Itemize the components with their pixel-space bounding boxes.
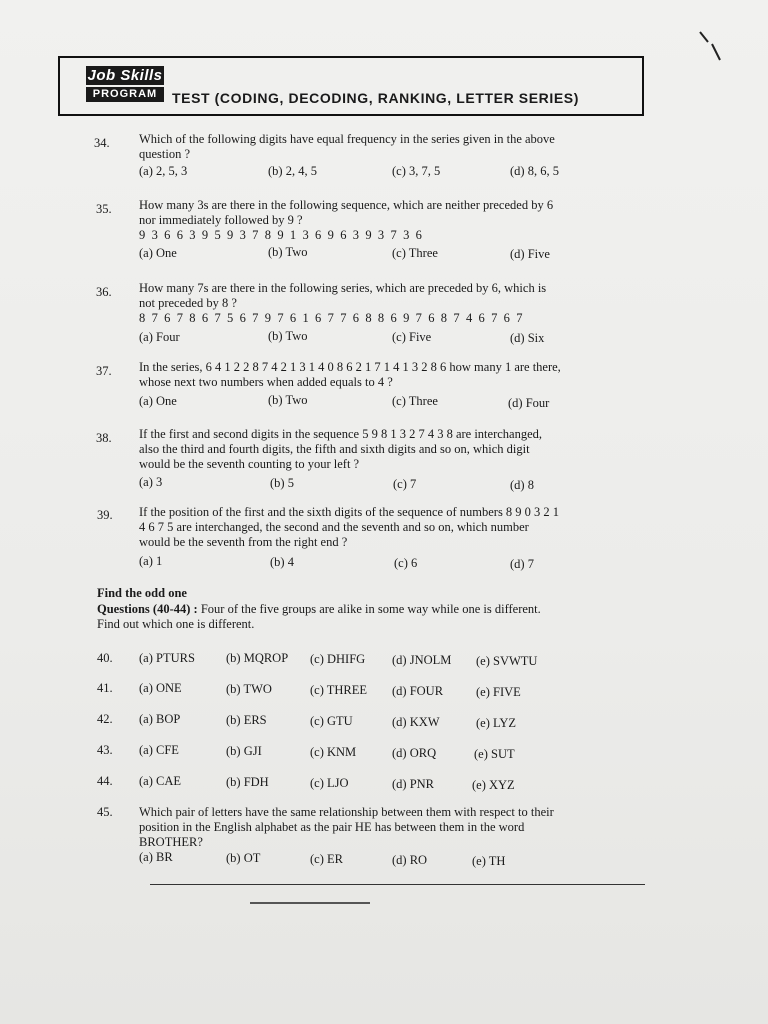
option: (c) LJO bbox=[310, 776, 349, 790]
option: (a) PTURS bbox=[139, 651, 195, 665]
option: (a) Four bbox=[139, 330, 180, 344]
option: (c) Three bbox=[392, 246, 438, 260]
instructions-label: Questions (40-44) : bbox=[97, 602, 198, 616]
option: (c) KNM bbox=[310, 745, 357, 759]
option: (a) 1 bbox=[139, 554, 163, 568]
option: (b) 4 bbox=[270, 555, 294, 569]
option: (a) CAE bbox=[139, 774, 181, 788]
question-line: would be the seventh from the right end ? bbox=[139, 535, 348, 549]
question-line: If the first and second digits in the sequence 5 9 8 1 3 2 7 4 3 8 are interchanged, bbox=[139, 427, 543, 441]
question-text bbox=[139, 281, 619, 326]
option: (d) RO bbox=[392, 853, 428, 867]
logo-line2: PROGRAM bbox=[86, 87, 164, 102]
question-text bbox=[139, 427, 624, 472]
question-line: question ? bbox=[139, 147, 191, 161]
option: (a) BOP bbox=[139, 712, 181, 726]
option: (b) FDH bbox=[226, 775, 269, 789]
question-number: 36. bbox=[96, 285, 112, 299]
section-title: Find the odd one bbox=[97, 586, 187, 600]
question-line: How many 3s are there in the following sequence, which are neither preceded by 6 bbox=[139, 198, 554, 212]
option: (d) Six bbox=[510, 331, 545, 345]
option: (a) One bbox=[139, 394, 177, 408]
option: (d) 7 bbox=[510, 557, 534, 571]
option: (c) 6 bbox=[394, 556, 418, 570]
question-line: nor immediately followed by 9 ? bbox=[139, 213, 303, 227]
pen-mark bbox=[698, 30, 728, 66]
option: (c) THREE bbox=[310, 683, 368, 697]
question-text bbox=[139, 198, 619, 243]
option: (d) PNR bbox=[392, 777, 435, 791]
question-line: How many 7s are there in the following series, which are preceded by 6, which is bbox=[139, 281, 547, 295]
option: (b) ERS bbox=[226, 713, 267, 727]
option: (e) TH bbox=[472, 854, 506, 868]
question-text bbox=[139, 505, 624, 550]
question-line: BROTHER? bbox=[139, 835, 203, 849]
question-number: 37. bbox=[96, 364, 112, 378]
question-number: 40. bbox=[97, 651, 113, 665]
question-line: Which of the following digits have equal frequency in the series given in the above bbox=[139, 132, 555, 146]
option: (c) 3, 7, 5 bbox=[392, 164, 441, 178]
option: (c) Three bbox=[392, 394, 438, 408]
question-number: 34. bbox=[94, 136, 110, 150]
option: (b) OT bbox=[226, 851, 261, 865]
question-line: would be the seventh counting to your left ? bbox=[139, 457, 360, 471]
question-number: 35. bbox=[96, 202, 112, 216]
question-text bbox=[139, 805, 624, 850]
option: (c) ER bbox=[310, 852, 343, 866]
question-number: 43. bbox=[97, 743, 113, 757]
option: (a) ONE bbox=[139, 681, 182, 695]
option: (b) GJI bbox=[226, 744, 262, 758]
option: (c) Five bbox=[392, 330, 432, 344]
option: (a) CFE bbox=[139, 743, 179, 757]
footer-rule bbox=[150, 884, 645, 885]
option: (d) ORQ bbox=[392, 746, 437, 760]
option: (b) MQROP bbox=[226, 651, 289, 665]
question-number: 42. bbox=[97, 712, 113, 726]
question-number: 41. bbox=[97, 681, 113, 695]
option: (c) DHIFG bbox=[310, 652, 366, 666]
question-number: 45. bbox=[97, 805, 113, 819]
question-number: 38. bbox=[96, 431, 112, 445]
page-title: TEST (CODING, DECODING, RANKING, LETTER SERIES) bbox=[172, 90, 579, 106]
option: (e) XYZ bbox=[472, 778, 515, 792]
question-number: 44. bbox=[97, 774, 113, 788]
option: (e) SUT bbox=[474, 747, 515, 761]
logo-line1: Job Skills bbox=[87, 67, 163, 84]
job-skills-logo bbox=[86, 66, 166, 106]
option: (b) Two bbox=[268, 393, 308, 407]
question-number: 39. bbox=[97, 508, 113, 522]
option: (d) JNOLM bbox=[392, 653, 452, 667]
option: (a) One bbox=[139, 246, 177, 260]
question-line: Which pair of letters have the same relationship between them with respect to their bbox=[139, 805, 554, 819]
question-line: whose next two numbers when added equals to 4 ? bbox=[139, 375, 393, 389]
question-text bbox=[139, 132, 619, 162]
option: (d) 8 bbox=[510, 478, 534, 492]
option: (a) 3 bbox=[139, 475, 163, 489]
option: (b) 5 bbox=[270, 476, 294, 490]
option: (b) Two bbox=[268, 245, 308, 259]
option: (c) GTU bbox=[310, 714, 353, 728]
option: (a) BR bbox=[139, 850, 173, 864]
question-line: 4 6 7 5 are interchanged, the second and the seventh and so on, which number bbox=[139, 520, 529, 534]
option: (e) FIVE bbox=[476, 685, 521, 699]
option: (d) FOUR bbox=[392, 684, 444, 698]
option: (d) 8, 6, 5 bbox=[510, 164, 559, 178]
option: (c) 7 bbox=[393, 477, 417, 491]
option: (d) Four bbox=[508, 396, 550, 410]
option: (a) 2, 5, 3 bbox=[139, 164, 188, 178]
option: (d) Five bbox=[510, 247, 550, 261]
section-instructions bbox=[97, 602, 622, 632]
instructions-line2: Find out which one is different. bbox=[97, 617, 255, 631]
question-line: position in the English alphabet as the pair HE has between them in the word bbox=[139, 820, 525, 834]
question-line: not preceded by 8 ? bbox=[139, 296, 237, 310]
option: (d) KXW bbox=[392, 715, 440, 729]
question-line: If the position of the first and the sixth digits of the sequence of numbers 8 9 0 3 2 1 bbox=[139, 505, 560, 519]
option: (e) LYZ bbox=[476, 716, 517, 730]
footer-rule-short bbox=[250, 902, 370, 904]
option: (e) SVWTU bbox=[476, 654, 538, 668]
digit-sequence: 8 7 6 7 8 6 7 5 6 7 9 7 6 1 6 7 7 6 8 8 6 9 7 6 8 7 4 6 7 6 7 bbox=[139, 311, 525, 325]
digit-sequence: 9 3 6 6 3 9 5 9 3 7 8 9 1 3 6 9 6 3 9 3 7 3 6 bbox=[139, 228, 424, 242]
option: (b) Two bbox=[268, 329, 308, 343]
option: (b) TWO bbox=[226, 682, 272, 696]
question-text bbox=[139, 360, 624, 390]
option: (b) 2, 4, 5 bbox=[268, 164, 317, 178]
question-line: also the third and fourth digits, the fifth and sixth digits and so on, which digit bbox=[139, 442, 530, 456]
question-line: In the series, 6 4 1 2 2 8 7 4 2 1 3 1 4 0 8 6 2 1 7 1 4 1 3 2 8 6 how many 1 are there, bbox=[139, 360, 561, 374]
instructions-text: Four of the five groups are alike in some way while one is different. bbox=[197, 602, 541, 616]
